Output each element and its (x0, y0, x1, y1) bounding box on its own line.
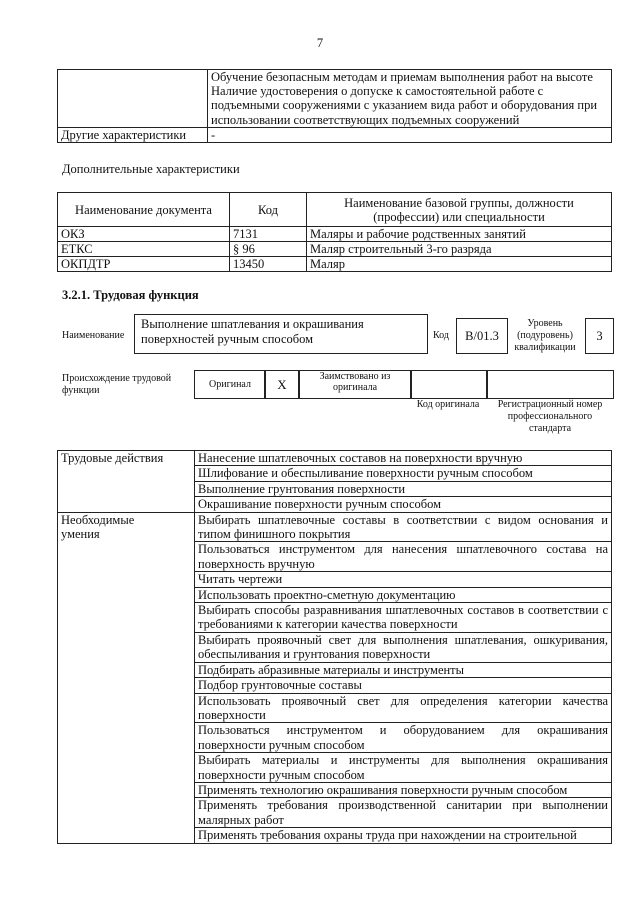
skill-item: Применять технологию окрашивания поверхности ручным способом (195, 782, 612, 797)
origin-label: Происхождение трудовой функции (62, 373, 172, 396)
skill-item: Использовать проявочный свет для определения категории качества поверхности (195, 693, 612, 723)
other-characteristics-label: Другие характеристики (58, 127, 208, 142)
header-document: Наименование документа (58, 193, 230, 227)
skill-item: Выбирать проявочный свет для выполнения шпатлевания, ошкуривания, обеспыливания и грунтования поверхности (195, 632, 612, 662)
requirements-cell (208, 70, 612, 128)
function-code-value: B/01.3 (456, 318, 508, 354)
additional-characteristics-table (57, 192, 612, 272)
action-item: Шлифование и обеспыливание поверхности ручным способом (195, 466, 612, 481)
origin-code-label: Код оригинала (416, 399, 480, 410)
code-cell: 13450 (230, 257, 307, 272)
skill-item: Подбор грунтовочные составы (195, 678, 612, 693)
group-cell: Маляр (307, 257, 612, 272)
function-name-box (134, 314, 428, 354)
header-group: Наименование базовой группы, должности (профессии) или специальности (307, 193, 612, 227)
requirements-table (57, 69, 612, 143)
group-cell: Маляр строительный 3-го разряда (307, 242, 612, 257)
reg-number-box (486, 370, 614, 399)
name-label: Наименование (62, 330, 125, 341)
doc-cell: ОКЗ (58, 227, 230, 242)
skills-section (58, 512, 612, 843)
requirement-line: Обучение безопасным методам и приемам выполнения работ на высоте (211, 70, 593, 84)
original-mark: X (264, 370, 300, 399)
code-cell: 7131 (230, 227, 307, 242)
level-value: 3 (585, 318, 614, 354)
action-item: Выполнение грунтования поверхности (195, 481, 612, 496)
action-item: Нанесение шпатлевочных составов на поверхности вручную (195, 451, 612, 466)
skills-label: Необходимые умения (58, 512, 195, 843)
skill-item: Читать чертежи (195, 572, 612, 587)
level-label: Уровень (подуровень) квалификации (514, 318, 576, 353)
doc-cell: ЕТКС (58, 242, 230, 257)
skill-item: Использовать проектно-сметную документацию (195, 587, 612, 602)
section-title: 3.2.1. Трудовая функция (62, 288, 199, 302)
doc-cell: ОКПДТР (58, 257, 230, 272)
code-cell: § 96 (230, 242, 307, 257)
skill-item: Применять требования охраны труда при нахождении на строительной (195, 828, 612, 843)
code-label: Код (433, 330, 449, 341)
skill-item: Подбирать абразивные материалы и инструменты (195, 662, 612, 677)
actions-section (58, 451, 612, 513)
page-number: 7 (316, 36, 324, 50)
labor-function-table (57, 450, 612, 844)
group-cell: Маляры и рабочие родственных занятий (307, 227, 612, 242)
requirement-line: Наличие удостоверения о допуске к самостоятельной работе с подъемными сооружениями с указанием вида работ и оборудования при использовании соответствующих подъемных сооружений (211, 84, 598, 127)
additional-characteristics-title: Дополнительные характеристики (62, 162, 240, 176)
skill-item: Выбирать шпатлевочные составы в соответствии с видом основания и типом финишного покрытия (195, 512, 612, 542)
header-code: Код (230, 193, 307, 227)
origin-code-box (410, 370, 488, 399)
other-characteristics-value: - (208, 127, 612, 142)
empty-cell (58, 70, 208, 128)
function-name-value: Выполнение шпатлевания и окрашивания поверхностей ручным способом (141, 317, 364, 346)
reg-number-label: Регистрационный номер профессионального стандарта (497, 399, 603, 434)
skill-item: Пользоваться инструментом для нанесения шпатлевочного состава на поверхность вручную (195, 542, 612, 572)
skill-item: Выбирать способы разравнивания шпатлевочных составов в соответствии с требованиями к категории качества поверхности (195, 603, 612, 633)
action-item: Окрашивание поверхности ручным способом (195, 497, 612, 512)
skill-item: Выбирать материалы и инструменты для выполнения окрашивания поверхности ручным способом (195, 753, 612, 783)
original-box: Оригинал (194, 370, 266, 399)
skill-item: Пользоваться инструментом и оборудованием для окрашивания поверхности ручным способом (195, 723, 612, 753)
borrowed-box: Заимствовано из оригинала (298, 370, 412, 399)
actions-label: Трудовые действия (58, 451, 195, 513)
skill-item: Применять требования производственной санитарии при выполнении малярных работ (195, 798, 612, 828)
